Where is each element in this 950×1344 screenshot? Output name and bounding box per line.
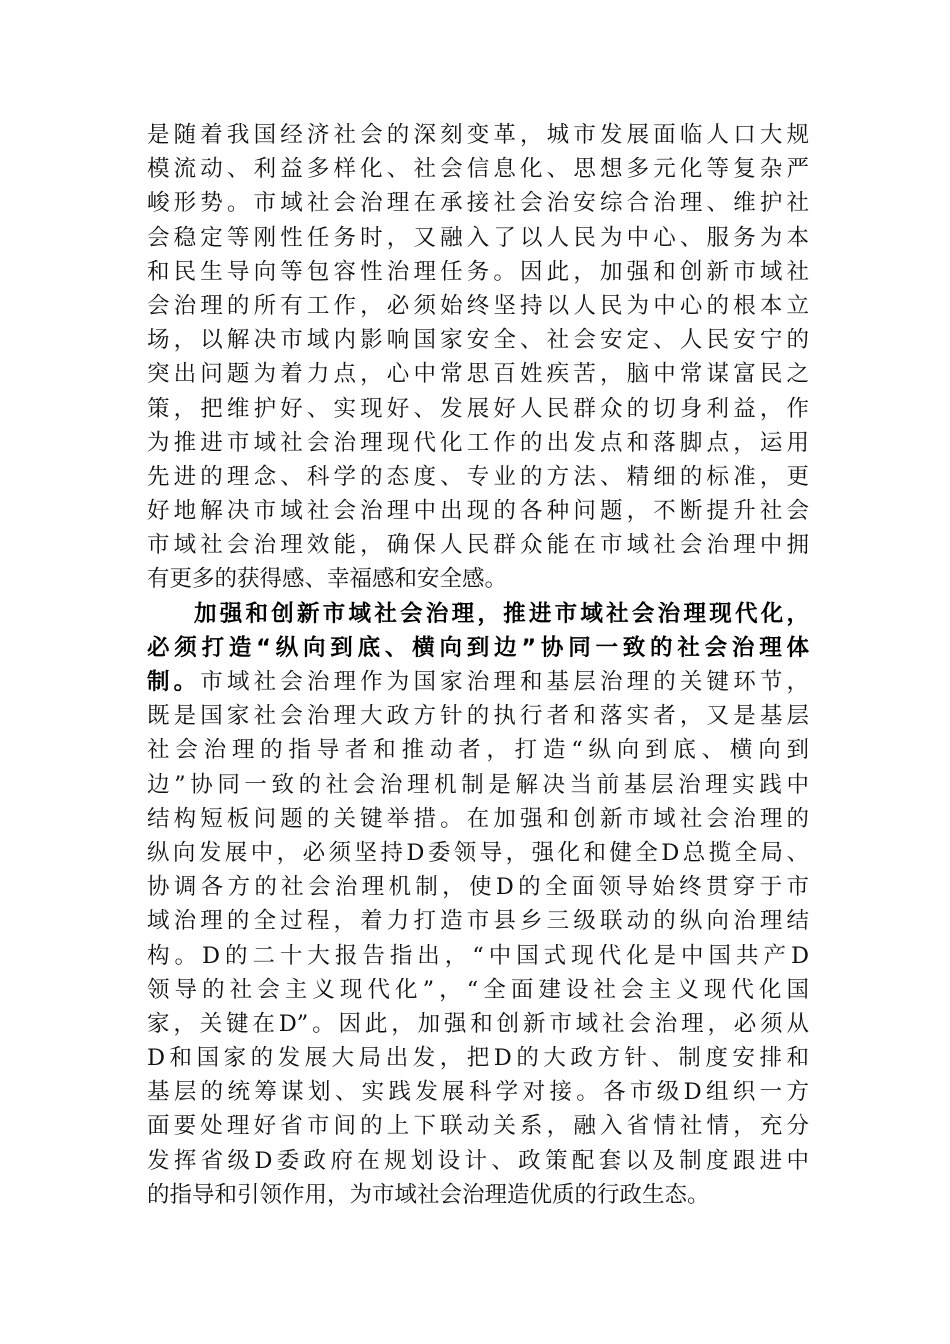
paragraph-line: 是随着我国经济社会的深刻变革，城市发展面临人口大规 [147, 122, 809, 148]
paragraph-line: 好地解决市域社会治理中出现的各种问题，不断提升社会 [147, 498, 809, 525]
paragraph-line: D和国家的发展大局出发，把D的大政方针、制度安排和 [147, 1045, 809, 1072]
paragraph-line: 家，关键在D”。因此，加强和创新市域社会治理，必须从 [147, 1010, 809, 1037]
paragraph-line: 突出问题为着力点，心中常思百姓疾苦，脑中常谋富民之 [147, 361, 809, 388]
paragraph-line: 会治理的所有工作，必须始终坚持以人民为中心的根本立 [147, 292, 809, 319]
paragraph-line: 会稳定等刚性任务时，又融入了以人民为中心、服务为本 [147, 224, 809, 251]
paragraph-line: 构。D的二十大报告指出，“中国式现代化是中国共产D [147, 942, 809, 969]
paragraph-line: 和民生导向等包容性治理任务。因此，加强和创新市域社 [147, 258, 809, 285]
paragraph-line: 纵向发展中，必须坚持D委领导，强化和健全D总揽全局、 [147, 839, 809, 866]
paragraph-line: 先进的理念、科学的态度、专业的方法、精细的标准，更 [147, 463, 809, 490]
paragraph-line: 模流动、利益多样化、社会信息化、思想多元化等复杂严 [147, 156, 809, 183]
paragraph-line: 域治理的全过程，着力打造市县乡三级联动的纵向治理结 [147, 908, 809, 935]
paragraph-line: 发挥省级D委政府在规划设计、政策配套以及制度跟进中 [147, 1147, 809, 1174]
paragraph-line-mixed [147, 665, 809, 699]
paragraph-line: 领导的社会主义现代化”，“全面建设社会主义现代化国 [147, 976, 809, 1003]
paragraph-line: 面要处理好省市间的上下联动关系，融入省情社情，充分 [147, 1113, 809, 1140]
document-body [147, 118, 809, 1212]
paragraph-text: 市域社会治理作为国家治理和基层治理的关键环节， [200, 669, 809, 695]
paragraph-line: 场，以解决市域内影响国家安全、社会安定、人民安宁的 [147, 327, 809, 354]
paragraph-line: 既是国家社会治理大政方针的执行者和落实者，又是基层 [147, 703, 809, 730]
bold-heading-line: 必须打造“纵向到底、横向到边”协同一致的社会治理体 [147, 634, 809, 661]
paragraph-line: 的指导和引领作用，为市域社会治理造优质的行政生态。 [147, 1181, 710, 1208]
paragraph-line: 结构短板问题的关键举措。在加强和创新市域社会治理的 [147, 805, 809, 832]
paragraph-line: 基层的统筹谋划、实践发展科学对接。各市级D组织一方 [147, 1079, 809, 1106]
bold-heading-end: 制。 [147, 669, 201, 695]
paragraph-line: 为推进市域社会治理现代化工作的出发点和落脚点，运用 [147, 429, 809, 456]
paragraph-line: 策，把维护好、实现好、发展好人民群众的切身利益，作 [147, 395, 809, 422]
paragraph-line: 有更多的获得感、幸福感和安全感。 [147, 566, 508, 593]
bold-heading-line: 加强和创新市域社会治理，推进市域社会治理现代化， [194, 600, 809, 627]
paragraph-line: 社会治理的指导者和推动者，打造“纵向到底、横向到 [147, 737, 809, 764]
paragraph-line: 协调各方的社会治理机制，使D的全面领导始终贯穿于市 [147, 874, 809, 901]
paragraph-line: 边”协同一致的社会治理机制是解决当前基层治理实践中 [147, 771, 809, 798]
paragraph-line: 市域社会治理效能，确保人民群众能在市域社会治理中拥 [147, 532, 809, 559]
paragraph-line: 峻形势。市域社会治理在承接社会治安综合治理、维护社 [147, 190, 809, 217]
